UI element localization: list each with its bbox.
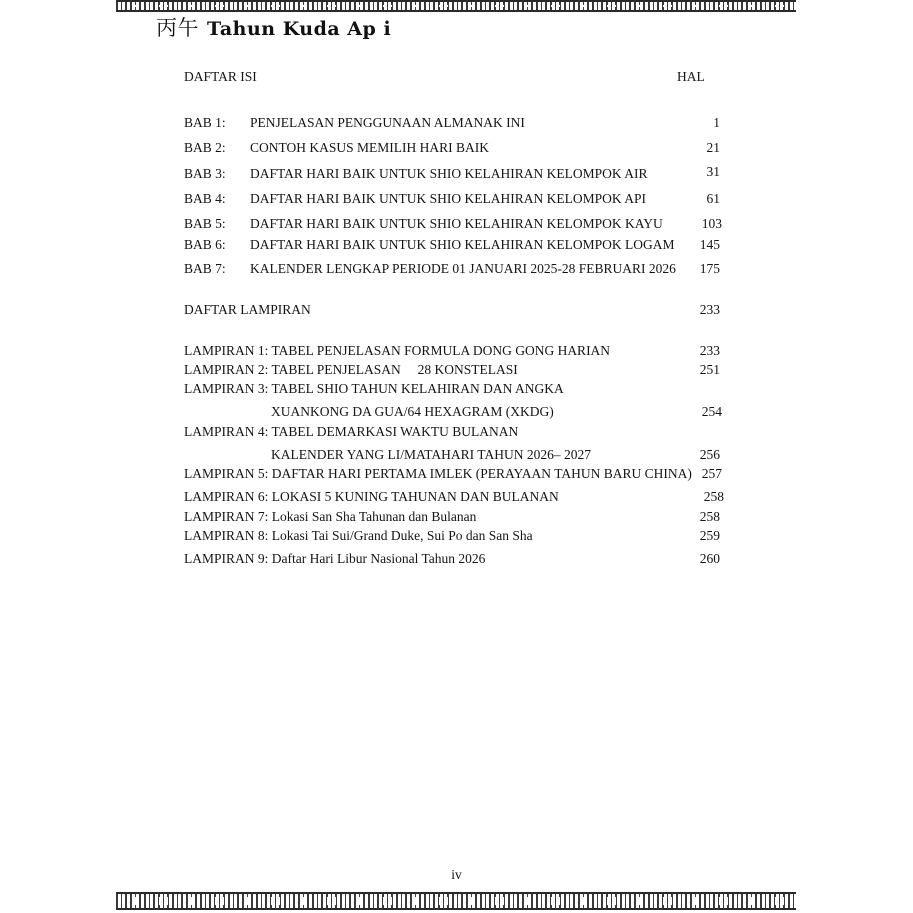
- lampiran-heading: DAFTAR LAMPIRAN: [184, 302, 311, 317]
- chapter-page: 103: [701, 216, 722, 231]
- chapter-title: DAFTAR HARI BAIK UNTUK SHIO KELAHIRAN KELOMPOK AIR: [250, 166, 648, 181]
- lampiran-page: 254: [701, 404, 722, 419]
- lampiran-entry: LAMPIRAN 4: TABEL DEMARKASI WAKTU BULANAN: [184, 424, 519, 439]
- running-header: [156, 12, 391, 42]
- lampiran-page: 233: [699, 343, 720, 358]
- lampiran-entry: LAMPIRAN 3: TABEL SHIO TAHUN KELAHIRAN DAN ANGKA: [184, 381, 564, 396]
- header-title-text: Tahun Kuda Ap i: [207, 18, 392, 40]
- chapter-label: BAB 4:: [184, 191, 226, 206]
- chapter-title: DAFTAR HARI BAIK UNTUK SHIO KELAHIRAN KELOMPOK KAYU: [250, 216, 663, 231]
- chapter-label: BAB 3:: [184, 166, 226, 181]
- lampiran-page: 251: [699, 362, 720, 377]
- toc-hal-label: HAL: [677, 69, 705, 84]
- lampiran-entry: LAMPIRAN 8: Lokasi Tai Sui/Grand Duke, Sui Po dan San Sha: [184, 528, 533, 543]
- lampiran-entry-continuation: KALENDER YANG LI/MATAHARI TAHUN 2026– 2027: [271, 447, 591, 462]
- chapter-title: DAFTAR HARI BAIK UNTUK SHIO KELAHIRAN KELOMPOK LOGAM: [250, 237, 675, 252]
- lampiran-page: 256: [699, 447, 720, 462]
- bottom-ornamental-border: [116, 892, 796, 910]
- lampiran-entry: LAMPIRAN 7: Lokasi San Sha Tahunan dan Bulanan: [184, 509, 477, 524]
- chapter-title: PENJELASAN PENGGUNAAN ALMANAK INI: [250, 115, 525, 130]
- lampiran-page: 259: [699, 528, 720, 543]
- chapter-label: BAB 7:: [184, 261, 226, 276]
- lampiran-entry: LAMPIRAN 6: LOKASI 5 KUNING TAHUNAN DAN BULANAN: [184, 489, 559, 504]
- chapter-label: BAB 6:: [184, 237, 226, 252]
- chapter-page: 175: [699, 261, 720, 276]
- chapter-title: KALENDER LENGKAP PERIODE 01 JANUARI 2025-28 FEBRUARI 2026: [250, 261, 676, 276]
- chapter-title: CONTOH KASUS MEMILIH HARI BAIK: [250, 140, 490, 155]
- lampiran-page: 260: [699, 551, 720, 566]
- lampiran-entry: LAMPIRAN 2: TABEL PENJELASAN 28 KONSTELASI: [184, 362, 518, 377]
- chapter-label: BAB 1:: [184, 115, 226, 130]
- chapter-label: BAB 2:: [184, 140, 226, 155]
- lampiran-entry-continuation: XUANKONG DA GUA/64 HEXAGRAM (XKDG): [271, 404, 554, 419]
- lampiran-entry: LAMPIRAN 5: DAFTAR HARI PERTAMA IMLEK (PERAYAAN TAHUN BARU CHINA): [184, 466, 692, 481]
- toc-heading: DAFTAR ISI: [184, 69, 257, 84]
- lampiran-page: 258: [703, 489, 724, 504]
- chapter-page: 31: [706, 164, 720, 179]
- header-cjk-text: 丙午: [156, 16, 199, 40]
- lampiran-entry: LAMPIRAN 9: Daftar Hari Libur Nasional Tahun 2026: [184, 551, 486, 566]
- chapter-title: DAFTAR HARI BAIK UNTUK SHIO KELAHIRAN KELOMPOK API: [250, 191, 647, 206]
- lampiran-page: 258: [699, 509, 720, 524]
- chapter-page: 61: [706, 191, 720, 206]
- chapter-page: 145: [699, 237, 720, 252]
- top-ornamental-border: [116, 0, 796, 12]
- page-number: iv: [451, 867, 462, 882]
- lampiran-page: 257: [701, 466, 722, 481]
- lampiran-heading-page: 233: [699, 302, 720, 317]
- chapter-page: 1: [713, 115, 720, 130]
- chapter-page: 21: [706, 140, 720, 155]
- lampiran-entry: LAMPIRAN 1: TABEL PENJELASAN FORMULA DONG GONG HARIAN: [184, 343, 611, 358]
- chapter-label: BAB 5:: [184, 216, 226, 231]
